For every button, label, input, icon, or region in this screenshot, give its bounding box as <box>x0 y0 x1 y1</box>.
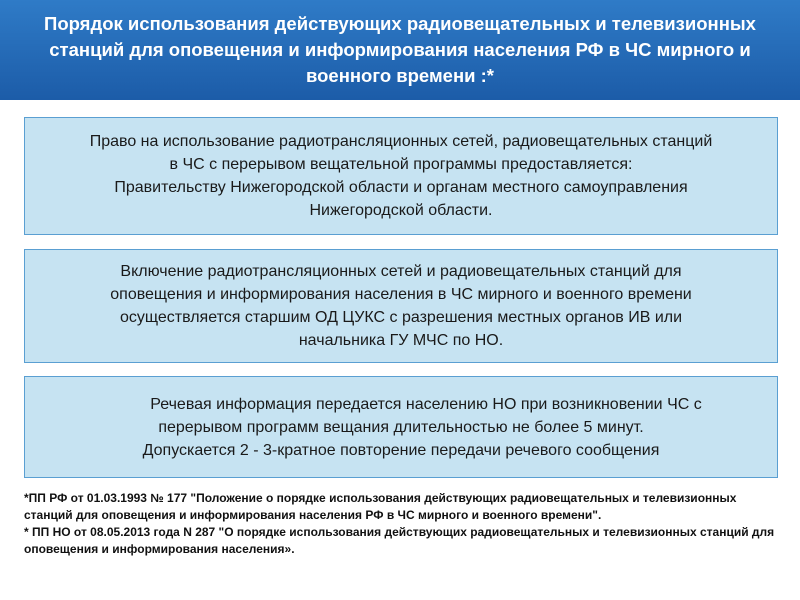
box-text-line: Правительству Нижегородской области и органам местного самоуправления <box>114 179 688 196</box>
slide-header <box>0 0 800 100</box>
box-text-line: Допускается 2 - 3-кратное повторение передачи речевого сообщения <box>142 441 660 459</box>
box-text-line: Включение радиотрансляционных сетей и радиовещательных станций для <box>120 263 682 280</box>
box-text-line: Право на использование радиотрансляционных сетей, радиовещательных станций <box>89 133 713 150</box>
box-text-line: перерывом программ вещания длительностью не более 5 минут. <box>158 418 644 436</box>
footnotes <box>24 490 780 558</box>
info-box-broadcast-rights <box>24 117 778 235</box>
footnote-federal-decree: *ПП РФ от 01.03.1993 № 177 "Положение о порядке использования действующих радиовещательных и телевизионных станций для оповещения и информирования населения РФ в ЧС мирного и военного времени". <box>24 491 737 522</box>
footnote-regional-decree: * ПП НО от 08.05.2013 года N 287 "О порядке использования действующих радиовещательных и телевизионных станций для оповещения и информирования населения». <box>24 525 775 556</box>
box-text-line: начальника ГУ МЧС по НО. <box>298 332 504 349</box>
info-box-network-activation <box>24 249 778 363</box>
box-text-line: в ЧС с перерывом вещательной программы предоставляется: <box>169 156 633 173</box>
box-text-line: Нижегородской области. <box>309 202 493 219</box>
box-text-line: Речевая информация передается населению НО при возникновении ЧС с <box>150 395 702 413</box>
box-text-line: оповещения и информирования населения в ЧС мирного и военного времени <box>110 286 692 303</box>
info-box-speech-information <box>24 376 778 478</box>
slide-title: Порядок использования действующих радиовещательных и телевизионных станций для оповещения и информирования населения РФ в ЧС мирного и военного времени :* <box>44 13 756 86</box>
box-text-line: осуществляется старшим ОД ЦУКС с разрешения местных органов ИВ или <box>119 309 683 326</box>
